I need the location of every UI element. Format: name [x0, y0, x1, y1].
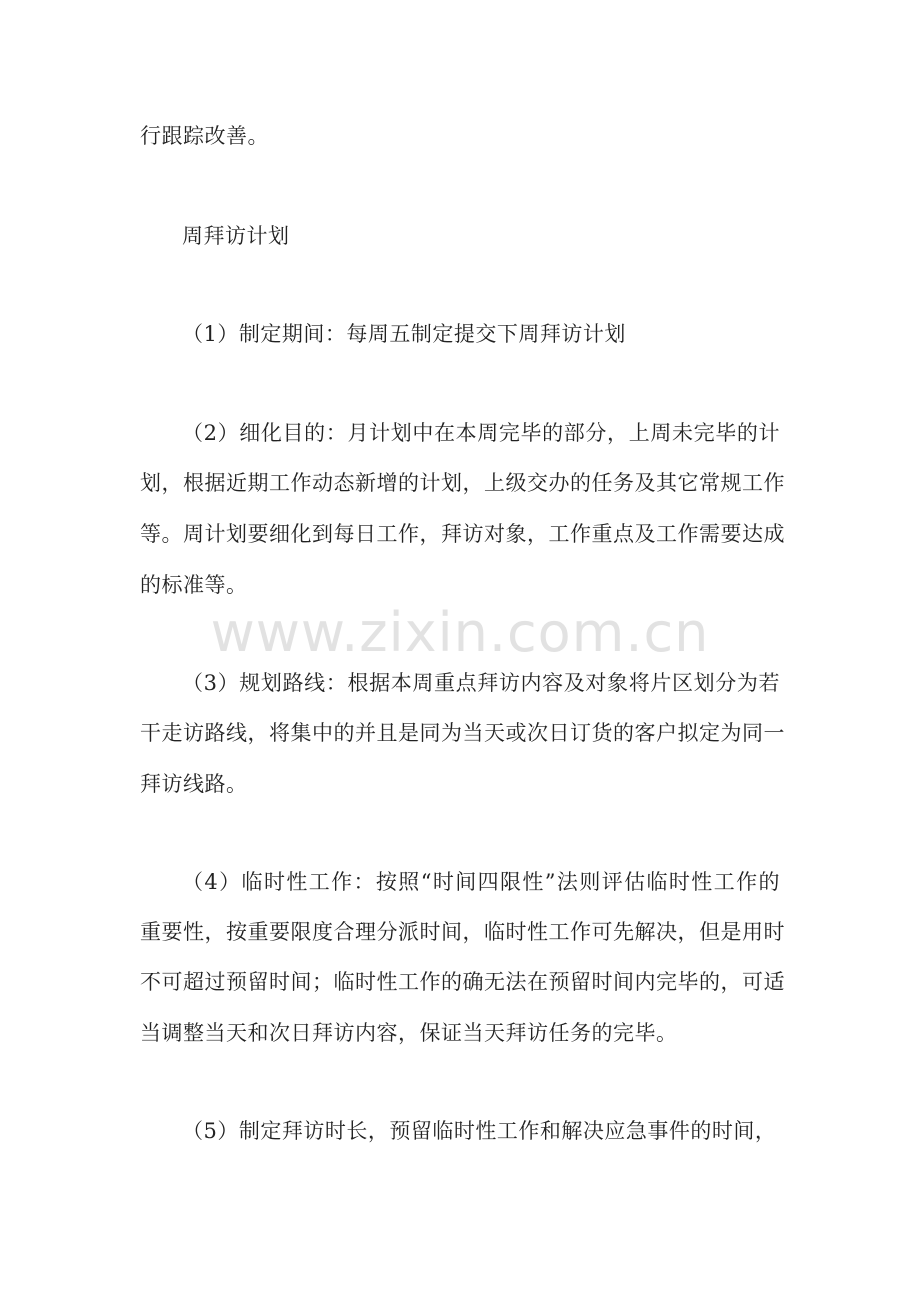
- text-line: （1）制定期间：每周五制定提交下周拜访计划: [182, 322, 626, 346]
- text-line: 重要性，按重要限度合理分派时间，临时性工作可先解决，但是用时: [140, 920, 785, 944]
- text-line: 当调整当天和次日拜访内容，保证当天拜访任务的完毕。: [140, 1021, 678, 1045]
- text-line: （3）规划路线：根据本周重点拜访内容及对象将片区划分为若: [182, 671, 780, 695]
- text-line: 划，根据近期工作动态新增的计划，上级交办的任务及其它常规工作: [140, 471, 785, 495]
- text-line: （4）临时性工作：按照“时间四限性”法则评估临时性工作的: [182, 870, 780, 894]
- text-line: 等。周计划要细化到每日工作，拜访对象，工作重点及工作需要达成: [140, 522, 785, 546]
- section-heading: 周拜访计划: [182, 224, 290, 248]
- text-line: 行跟踪改善。: [140, 124, 269, 148]
- text-line: 干走访路线，将集中的并且是同为当天或次日订货的客户拟定为同一: [140, 721, 785, 745]
- text-line: 拜访线路。: [140, 772, 248, 796]
- watermark: www.zixin.com.cn: [210, 601, 710, 664]
- text-line: 不可超过预留时间；临时性工作的确无法在预留时间内完毕的，可适: [140, 970, 785, 994]
- text-line: （2）细化目的：月计划中在本周完毕的部分，上周未完毕的计: [182, 421, 780, 445]
- text-line: 的标准等。: [140, 573, 248, 597]
- text-line: （5）制定拜访时长，预留临时性工作和解决应急事件的时间，: [182, 1119, 777, 1143]
